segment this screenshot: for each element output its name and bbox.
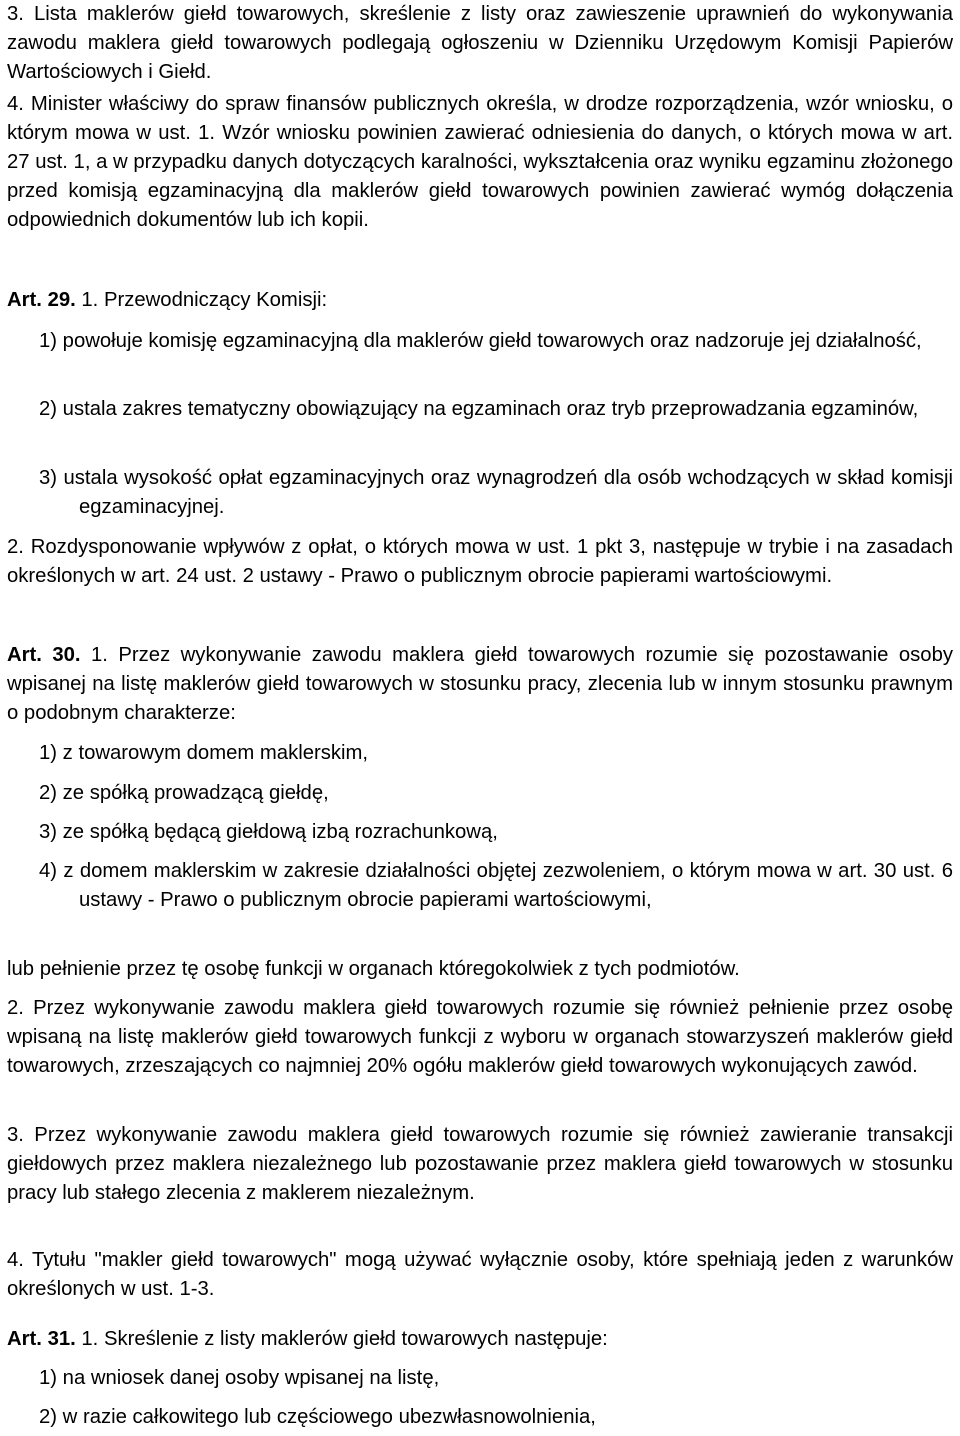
- art29-item-2: 2) ustala zakres tematyczny obowiązujący na egzaminach oraz tryb przeprowadzania egzaminów,: [39, 398, 919, 420]
- art31-item-1: 1) na wniosek danej osoby wpisanej na listę,: [39, 1367, 440, 1389]
- art31-intro: [7, 1325, 953, 1354]
- art30-item-4: 4) z domem maklerskim w zakresie działalności objętej zezwoleniem, o którym mowa w art. 30 ust. 6 ustawy - Prawo o publicznym obrocie papierami wartościowymi,: [39, 860, 953, 911]
- art30-closing: lub pełnienie przez tę osobę funkcji w organach któregokolwiek z tych podmiotów.: [7, 958, 740, 980]
- art30-item-1: 1) z towarowym domem maklerskim,: [39, 742, 369, 764]
- paragraph-art28-ust4: 4. Minister właściwy do spraw finansów publicznych określa, w drodze rozporządzenia, wzór wniosku, o którym mowa w ust. 1. Wzór wniosku powinien zawierać odniesienia do danych, o których mowa w art. 27 ust. 1, a w przypadku danych dotyczących karalności, wykształcenia oraz wyniku egzaminu złożonego przed komisją egzaminacyjną dla maklerów giełd towarowych powinien zawierać wymóg dołączenia odpowiednich dokumentów lub ich kopii.: [7, 93, 953, 231]
- art31-item-2: 2) w razie całkowitego lub częściowego ubezwłasnowolnienia,: [39, 1406, 596, 1428]
- art30-intro: [7, 641, 953, 728]
- art30-item-2: 2) ze spółką prowadzącą giełdę,: [39, 782, 329, 804]
- paragraph-art28-ust3: 3. Lista maklerów giełd towarowych, skreślenie z listy oraz zawieszenie uprawnień do wykonywania zawodu maklera giełd towarowych podlegają ogłoszeniu w Dzienniku Urzędowym Komisji Papierów Wartościowych i Giełd.: [7, 3, 953, 83]
- art30-item-3: 3) ze spółką będącą giełdową izbą rozrachunkową,: [39, 821, 498, 843]
- art30-ust4: 4. Tytułu "makler giełd towarowych" mogą używać wyłącznie osoby, które spełniają jeden z warunków określonych w ust. 1-3.: [7, 1249, 953, 1300]
- art31-intro-text: 1. Skreślenie z listy maklerów giełd towarowych następuje:: [75, 1328, 608, 1350]
- art29-intro: [7, 286, 953, 315]
- art29-label: Art. 29.: [7, 289, 76, 311]
- art30-ust3: 3. Przez wykonywanie zawodu maklera giełd towarowych rozumie się również zawieranie transakcji giełdowych przez maklera niezależnego lub pozostawanie przez maklera giełd towarowych w stosunku pracy lub stałego zlecenia z maklerem niezależnym.: [7, 1124, 953, 1204]
- art29-intro-text: 1. Przewodniczący Komisji:: [75, 289, 328, 311]
- art30-label: Art. 30.: [7, 644, 81, 666]
- art29-ust2: 2. Rozdysponowanie wpływów z opłat, o których mowa w ust. 1 pkt 3, następuje w trybie i na zasadach określonych w art. 24 ust. 2 ustawy - Prawo o publicznym obrocie papierami wartościowymi.: [7, 536, 953, 587]
- art30-intro-text: 1. Przez wykonywanie zawodu maklera giełd towarowych rozumie się pozostawanie osoby wpisanej na listę maklerów giełd towarowych w stosunku pracy, zlecenia lub w innym stosunku prawnym o podobnym charakterze:: [7, 644, 954, 724]
- art29-item-3: 3) ustala wysokość opłat egzaminacyjnych oraz wynagrodzeń dla osób wchodzących w skład komisji egzaminacyjnej.: [39, 467, 953, 518]
- art31-label: Art. 31.: [7, 1328, 76, 1350]
- art29-item-1: 1) powołuje komisję egzaminacyjną dla maklerów giełd towarowych oraz nadzoruje jej działalność,: [39, 330, 922, 352]
- art30-ust2: 2. Przez wykonywanie zawodu maklera giełd towarowych rozumie się również pełnienie przez osobę wpisaną na listę maklerów giełd towarowych funkcji z wyboru w organach stowarzyszeń maklerów giełd towarowych, zrzeszających co najmniej 20% ogółu maklerów giełd towarowych wykonujących zawód.: [7, 997, 953, 1077]
